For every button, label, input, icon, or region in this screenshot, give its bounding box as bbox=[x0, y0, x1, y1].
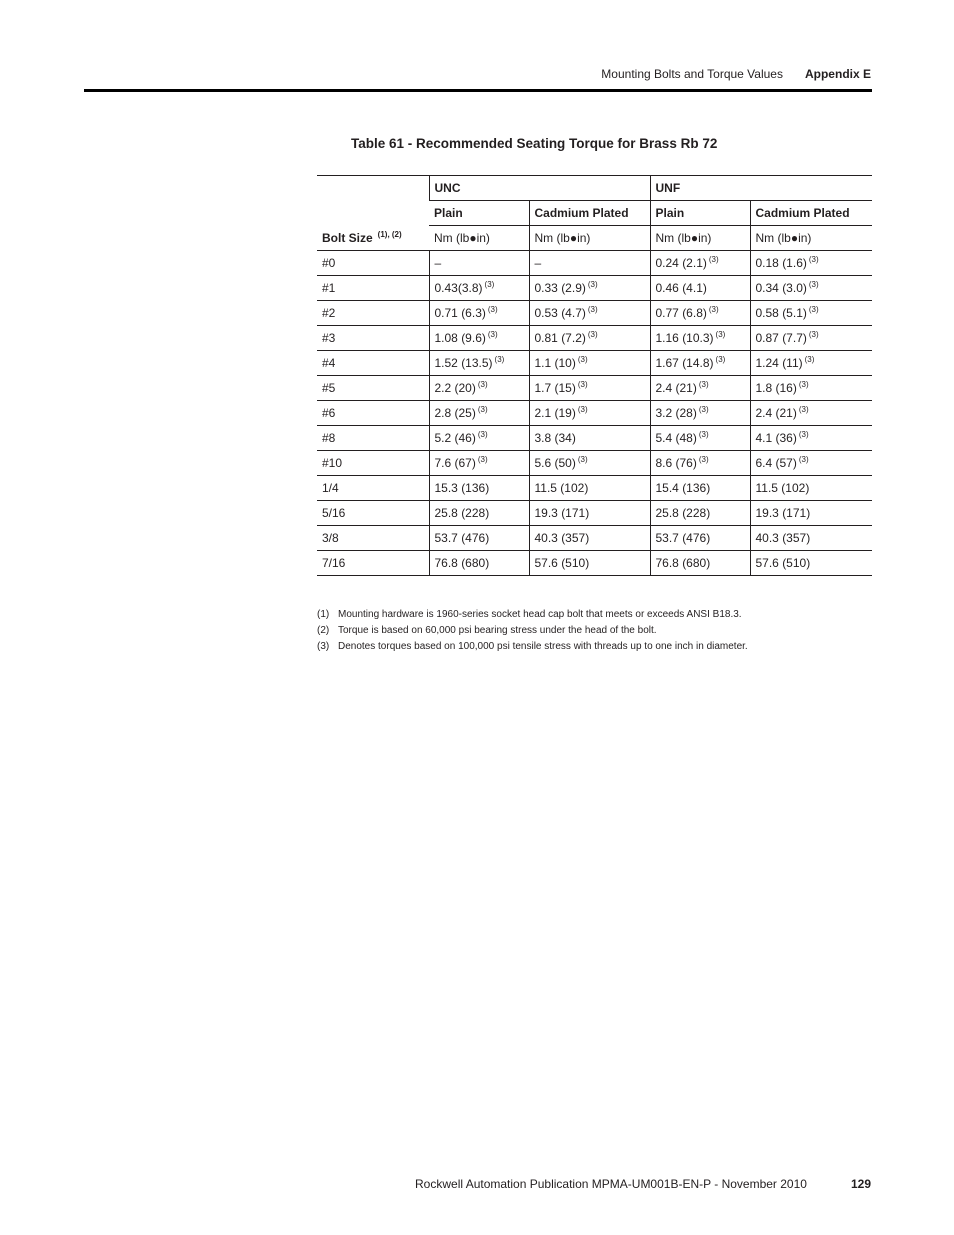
torque-value-cell bbox=[529, 451, 650, 476]
torque-value: 15.4 (136) bbox=[655, 481, 711, 495]
footnote-ref: (3) bbox=[477, 380, 488, 389]
footnote-ref: (3) bbox=[708, 305, 719, 314]
torque-value: 8.6 (76) bbox=[655, 456, 697, 470]
bolt-size-cell: 5/16 bbox=[317, 501, 429, 526]
torque-value-cell bbox=[650, 276, 750, 301]
table-title: Table 61 - Recommended Seating Torque for Brass Rb 72 bbox=[351, 136, 718, 151]
torque-value-cell bbox=[650, 426, 750, 451]
torque-value: 0.24 (2.1) bbox=[655, 256, 707, 270]
footnote bbox=[317, 623, 748, 639]
footnote-ref: (3) bbox=[798, 430, 809, 439]
torque-value-cell bbox=[529, 401, 650, 426]
sub-header-unc-cadmium: Cadmium Plated bbox=[529, 201, 650, 226]
header-rule bbox=[84, 89, 872, 92]
table-row bbox=[317, 451, 872, 476]
bolt-size-cell: 1/4 bbox=[317, 476, 429, 501]
table-row bbox=[317, 301, 872, 326]
torque-value-cell bbox=[750, 501, 872, 526]
torque-value: 2.8 (25) bbox=[434, 406, 476, 420]
bolt-size-cell: #3 bbox=[317, 326, 429, 351]
torque-value-cell bbox=[429, 551, 529, 576]
torque-value: 40.3 (357) bbox=[755, 531, 811, 545]
bolt-size-cell: #1 bbox=[317, 276, 429, 301]
torque-value: 2.1 (19) bbox=[534, 406, 576, 420]
torque-value-cell bbox=[429, 351, 529, 376]
footnote-text: Denotes torques based on 100,000 psi tensile stress with threads up to one inch in diameter. bbox=[338, 641, 748, 652]
table-row bbox=[317, 251, 872, 276]
torque-value-cell bbox=[429, 451, 529, 476]
unit-cell: Nm (lb●in) bbox=[750, 226, 872, 251]
torque-value-cell bbox=[650, 551, 750, 576]
torque-value-cell bbox=[529, 301, 650, 326]
torque-value-cell bbox=[750, 351, 872, 376]
footnote bbox=[317, 607, 748, 623]
torque-value: 4.1 (36) bbox=[755, 431, 797, 445]
torque-table-body bbox=[317, 176, 872, 576]
torque-value: 11.5 (102) bbox=[534, 481, 589, 495]
torque-value: 0.71 (6.3) bbox=[434, 306, 486, 320]
footnote-number: (3) bbox=[317, 641, 330, 652]
table-row bbox=[317, 526, 872, 551]
torque-value: 0.43(3.8) bbox=[434, 281, 483, 295]
torque-value: 76.8 (680) bbox=[655, 556, 711, 570]
torque-value: 5.6 (50) bbox=[534, 456, 576, 470]
torque-value: 25.8 (228) bbox=[434, 506, 490, 520]
torque-value-cell bbox=[650, 351, 750, 376]
torque-value-cell bbox=[750, 376, 872, 401]
footnote-ref: (3) bbox=[808, 280, 819, 289]
footnote-ref: (3) bbox=[808, 255, 819, 264]
sub-header-unf-cadmium: Cadmium Plated bbox=[750, 201, 872, 226]
footnote-ref: (3) bbox=[808, 305, 819, 314]
torque-value: 19.3 (171) bbox=[534, 506, 590, 520]
torque-value: 15.3 (136) bbox=[434, 481, 490, 495]
footnote-ref: (3) bbox=[798, 455, 809, 464]
bolt-size-cell: #4 bbox=[317, 351, 429, 376]
torque-value: 3.2 (28) bbox=[655, 406, 697, 420]
table-row bbox=[317, 276, 872, 301]
table-row bbox=[317, 376, 872, 401]
torque-value: 53.7 (476) bbox=[655, 531, 711, 545]
footnotes bbox=[317, 607, 748, 655]
torque-value-cell bbox=[650, 526, 750, 551]
torque-value: 1.1 (10) bbox=[534, 356, 576, 370]
torque-value-cell bbox=[750, 526, 872, 551]
torque-value: 5.2 (46) bbox=[434, 431, 476, 445]
unit-cell: Nm (lb●in) bbox=[429, 226, 529, 251]
torque-value-cell bbox=[529, 551, 650, 576]
footnote-ref: (3) bbox=[577, 355, 588, 364]
torque-value: 0.33 (2.9) bbox=[534, 281, 586, 295]
table-row bbox=[317, 551, 872, 576]
footnote-ref: (3) bbox=[698, 430, 709, 439]
torque-value: 1.16 (10.3) bbox=[655, 331, 714, 345]
footnote-ref: (3) bbox=[577, 380, 588, 389]
header-appendix-label: Appendix E bbox=[804, 67, 871, 81]
footnote-ref: (3) bbox=[587, 305, 598, 314]
torque-value: 11.5 (102) bbox=[755, 481, 810, 495]
torque-value-cell bbox=[529, 276, 650, 301]
table-row bbox=[317, 476, 872, 501]
torque-value-cell bbox=[529, 426, 650, 451]
torque-value-cell bbox=[429, 376, 529, 401]
torque-value-cell bbox=[429, 501, 529, 526]
torque-value-cell bbox=[529, 251, 650, 276]
bolt-size-cell: #6 bbox=[317, 401, 429, 426]
torque-value: 0.46 (4.1) bbox=[655, 281, 707, 295]
unit-cell: Nm (lb●in) bbox=[529, 226, 650, 251]
torque-value-cell bbox=[429, 251, 529, 276]
torque-value-cell bbox=[750, 251, 872, 276]
group-header-unf: UNF bbox=[650, 176, 872, 201]
torque-value-cell bbox=[750, 301, 872, 326]
torque-value-cell bbox=[429, 326, 529, 351]
torque-value: 1.8 (16) bbox=[755, 381, 797, 395]
torque-value: 0.34 (3.0) bbox=[755, 281, 807, 295]
torque-table bbox=[317, 175, 872, 576]
table-row bbox=[317, 326, 872, 351]
torque-value-cell bbox=[529, 376, 650, 401]
torque-value: 0.87 (7.7) bbox=[755, 331, 807, 345]
footnote-ref: (3) bbox=[715, 355, 726, 364]
footnote-ref: (3) bbox=[494, 355, 505, 364]
footnote-ref: (3) bbox=[477, 455, 488, 464]
bolt-size-cell: #10 bbox=[317, 451, 429, 476]
torque-value-cell bbox=[750, 426, 872, 451]
running-header bbox=[601, 67, 871, 81]
sub-header-unf-plain: Plain bbox=[650, 201, 750, 226]
torque-value: 1.7 (15) bbox=[534, 381, 576, 395]
torque-value: 2.4 (21) bbox=[755, 406, 797, 420]
torque-value-cell bbox=[429, 401, 529, 426]
torque-value: 2.4 (21) bbox=[655, 381, 697, 395]
torque-value-cell bbox=[429, 426, 529, 451]
torque-value: 0.81 (7.2) bbox=[534, 331, 586, 345]
table-row bbox=[317, 501, 872, 526]
footnote-ref: (3) bbox=[477, 405, 488, 414]
torque-value: 3.8 (34) bbox=[534, 431, 576, 445]
footnote-ref: (3) bbox=[587, 330, 598, 339]
torque-value: 0.77 (6.8) bbox=[655, 306, 707, 320]
unit-cell: Nm (lb●in) bbox=[650, 226, 750, 251]
footnote-ref: (3) bbox=[577, 455, 588, 464]
group-header-unc: UNC bbox=[429, 176, 650, 201]
torque-value: 5.4 (48) bbox=[655, 431, 697, 445]
torque-value: 1.08 (9.6) bbox=[434, 331, 486, 345]
torque-value-cell bbox=[750, 551, 872, 576]
table-row bbox=[317, 401, 872, 426]
footnote-ref: (3) bbox=[484, 280, 495, 289]
torque-value-cell bbox=[529, 351, 650, 376]
bolt-size-cell: 7/16 bbox=[317, 551, 429, 576]
torque-value-cell bbox=[429, 301, 529, 326]
bolt-size-cell: #0 bbox=[317, 251, 429, 276]
torque-value-cell bbox=[750, 476, 872, 501]
sub-header-unc-plain: Plain bbox=[429, 201, 529, 226]
bolt-size-header bbox=[317, 176, 429, 251]
footnote bbox=[317, 639, 748, 655]
torque-value-cell bbox=[650, 476, 750, 501]
footnote-ref: (3) bbox=[487, 305, 498, 314]
torque-value-cell bbox=[529, 326, 650, 351]
footnote-ref: (3) bbox=[698, 455, 709, 464]
footnote-ref: (3) bbox=[798, 380, 809, 389]
footnote-ref: (3) bbox=[798, 405, 809, 414]
page-footer bbox=[415, 1177, 871, 1191]
bolt-size-cell: #2 bbox=[317, 301, 429, 326]
torque-value: 0.58 (5.1) bbox=[755, 306, 807, 320]
footnote-number: (1) bbox=[317, 609, 330, 620]
torque-value: 6.4 (57) bbox=[755, 456, 797, 470]
header-section-title: Mounting Bolts and Torque Values bbox=[601, 67, 783, 81]
torque-value: 40.3 (357) bbox=[534, 531, 590, 545]
torque-value: 57.6 (510) bbox=[755, 556, 811, 570]
page-number: 129 bbox=[850, 1177, 871, 1191]
torque-value: 1.24 (11) bbox=[755, 356, 803, 370]
footnote-ref: (3) bbox=[715, 330, 726, 339]
torque-value-cell bbox=[529, 501, 650, 526]
torque-value-cell bbox=[429, 476, 529, 501]
torque-value: 1.52 (13.5) bbox=[434, 356, 493, 370]
footnote-ref: (3) bbox=[477, 430, 488, 439]
footnote-ref: (3) bbox=[587, 280, 598, 289]
torque-value-cell bbox=[429, 526, 529, 551]
table-row bbox=[317, 426, 872, 451]
torque-value: 76.8 (680) bbox=[434, 556, 490, 570]
torque-value-cell bbox=[429, 276, 529, 301]
torque-value: 2.2 (20) bbox=[434, 381, 476, 395]
torque-value: 0.53 (4.7) bbox=[534, 306, 586, 320]
torque-value: – bbox=[434, 256, 442, 270]
footnote-ref: (3) bbox=[487, 330, 498, 339]
torque-value: 0.18 (1.6) bbox=[755, 256, 807, 270]
torque-value-cell bbox=[750, 326, 872, 351]
bolt-size-cell: #8 bbox=[317, 426, 429, 451]
table-row bbox=[317, 351, 872, 376]
torque-value: 57.6 (510) bbox=[534, 556, 590, 570]
footnote-text: Mounting hardware is 1960-series socket head cap bolt that meets or exceeds ANSI B18.3. bbox=[338, 609, 742, 620]
torque-value-cell bbox=[650, 251, 750, 276]
torque-value-cell bbox=[650, 376, 750, 401]
footnote-ref: (3) bbox=[577, 405, 588, 414]
torque-value: – bbox=[534, 256, 542, 270]
torque-value-cell bbox=[650, 451, 750, 476]
footnote-number: (2) bbox=[317, 625, 330, 636]
torque-value: 1.67 (14.8) bbox=[655, 356, 714, 370]
torque-value-cell bbox=[750, 401, 872, 426]
torque-value-cell bbox=[750, 451, 872, 476]
torque-value-cell bbox=[529, 526, 650, 551]
footnote-ref: (3) bbox=[698, 405, 709, 414]
torque-value: 7.6 (67) bbox=[434, 456, 476, 470]
torque-value-cell bbox=[650, 401, 750, 426]
torque-value-cell bbox=[750, 276, 872, 301]
torque-value-cell bbox=[650, 326, 750, 351]
torque-value-cell bbox=[650, 301, 750, 326]
torque-value: 53.7 (476) bbox=[434, 531, 490, 545]
footnote-ref: (3) bbox=[698, 380, 709, 389]
torque-value: 25.8 (228) bbox=[655, 506, 711, 520]
bolt-size-label: Bolt Size bbox=[322, 231, 373, 245]
footnote-ref: (3) bbox=[708, 255, 719, 264]
footnote-ref: (3) bbox=[804, 355, 815, 364]
bolt-size-cell: 3/8 bbox=[317, 526, 429, 551]
footnote-text: Torque is based on 60,000 psi bearing stress under the head of the bolt. bbox=[338, 625, 657, 636]
group-header-row bbox=[317, 176, 872, 201]
bolt-size-note-refs: (1), (2) bbox=[377, 230, 402, 239]
footer-publication: Rockwell Automation Publication MPMA-UM001B-EN-P - November 2010 bbox=[415, 1177, 807, 1191]
torque-value: 19.3 (171) bbox=[755, 506, 811, 520]
torque-value-cell bbox=[650, 501, 750, 526]
bolt-size-cell: #5 bbox=[317, 376, 429, 401]
torque-value-cell bbox=[529, 476, 650, 501]
footnote-ref: (3) bbox=[808, 330, 819, 339]
